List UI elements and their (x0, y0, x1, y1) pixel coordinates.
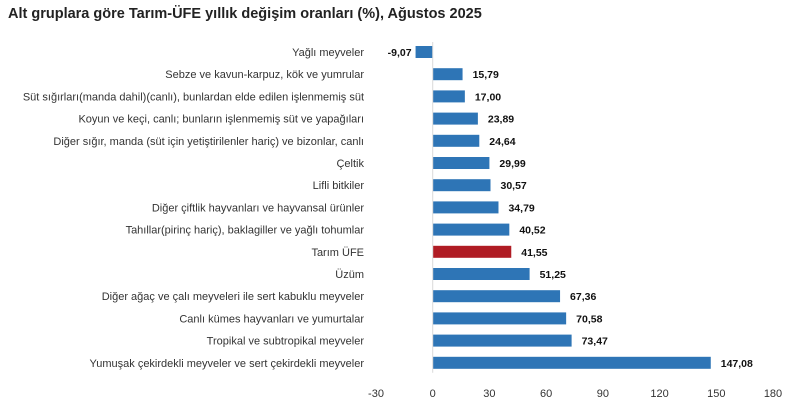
value-label: 17,00 (474, 91, 502, 104)
bar (433, 357, 711, 369)
value-label: 30,57 (500, 180, 527, 193)
x-tick-label: 150 (707, 388, 726, 400)
bar (433, 157, 490, 169)
x-tick-label: 90 (596, 388, 609, 400)
value-label: 34,79 (508, 202, 535, 215)
bar (433, 201, 499, 213)
category-label: Tarım ÜFE (311, 246, 364, 259)
bar (433, 290, 560, 302)
bar (433, 68, 463, 80)
bar (433, 224, 510, 236)
category-label: Çeltik (336, 158, 364, 170)
value-label: 73,47 (581, 335, 608, 348)
bar (433, 268, 530, 280)
bar (416, 46, 433, 58)
value-label: 41,55 (521, 246, 548, 259)
value-label: 40,52 (519, 224, 546, 237)
category-label: Sebze ve kavun-karpuz, kök ve yumrular (165, 69, 364, 82)
chart-title: Alt gruplara göre Tarım-ÜFE yıllık değişim oranları (%), Ağustos 2025 (8, 6, 482, 22)
x-tick-label: 180 (763, 388, 783, 400)
x-tick-label: 0 (429, 388, 436, 400)
value-label: 70,58 (576, 313, 603, 326)
value-label: -9,07 (387, 47, 412, 59)
category-label: Canlı kümes hayvanları ve yumurtalar (179, 313, 364, 326)
category-label: Üzüm (335, 269, 364, 281)
x-tick-label: 30 (483, 388, 496, 400)
value-label: 29,99 (499, 158, 526, 170)
category-label: Lifli bitkiler (312, 180, 364, 193)
category-label: Tropikal ve subtropikal meyveler (206, 335, 364, 348)
bar (433, 335, 572, 347)
value-label: 147,08 (720, 357, 753, 370)
value-label: 15,79 (472, 69, 499, 82)
category-label: Tahıllar(pirinç hariç), baklagiller ve yağlı tohumlar (125, 224, 364, 237)
category-label: Koyun ve keçi, canlı; bunların işlenmemiş süt ve yapağıları (78, 113, 364, 126)
bar (433, 135, 480, 147)
value-label: 67,36 (570, 291, 597, 304)
category-label: Diğer çiftlik hayvanları ve hayvansal ürünler (151, 202, 364, 215)
bar (433, 312, 566, 324)
value-label: 51,25 (539, 269, 566, 281)
bar (433, 113, 478, 125)
x-tick-label: 60 (540, 388, 553, 400)
x-tick-label: -30 (368, 388, 384, 400)
value-label: 24,64 (489, 135, 516, 148)
highlight-bar (433, 246, 512, 258)
x-tick-label: 120 (650, 388, 669, 400)
value-label: 23,89 (487, 113, 515, 126)
category-label: Diğer sığır, manda (süt için yetiştirilenler hariç) ve bizonlar, canlı (53, 135, 364, 148)
bar (433, 179, 491, 191)
category-label: Yumuşak çekirdekli meyveler ve sert çekirdekli meyveler (89, 357, 364, 370)
category-label: Diğer ağaç ve çalı meyveleri ile sert kabuklu meyveler (101, 291, 364, 304)
category-label: Süt sığırları(manda dahil)(canlı), bunlardan elde edilen işlenmemiş süt (22, 91, 364, 104)
category-label: Yağlı meyveler (292, 47, 364, 59)
bar (433, 90, 465, 102)
